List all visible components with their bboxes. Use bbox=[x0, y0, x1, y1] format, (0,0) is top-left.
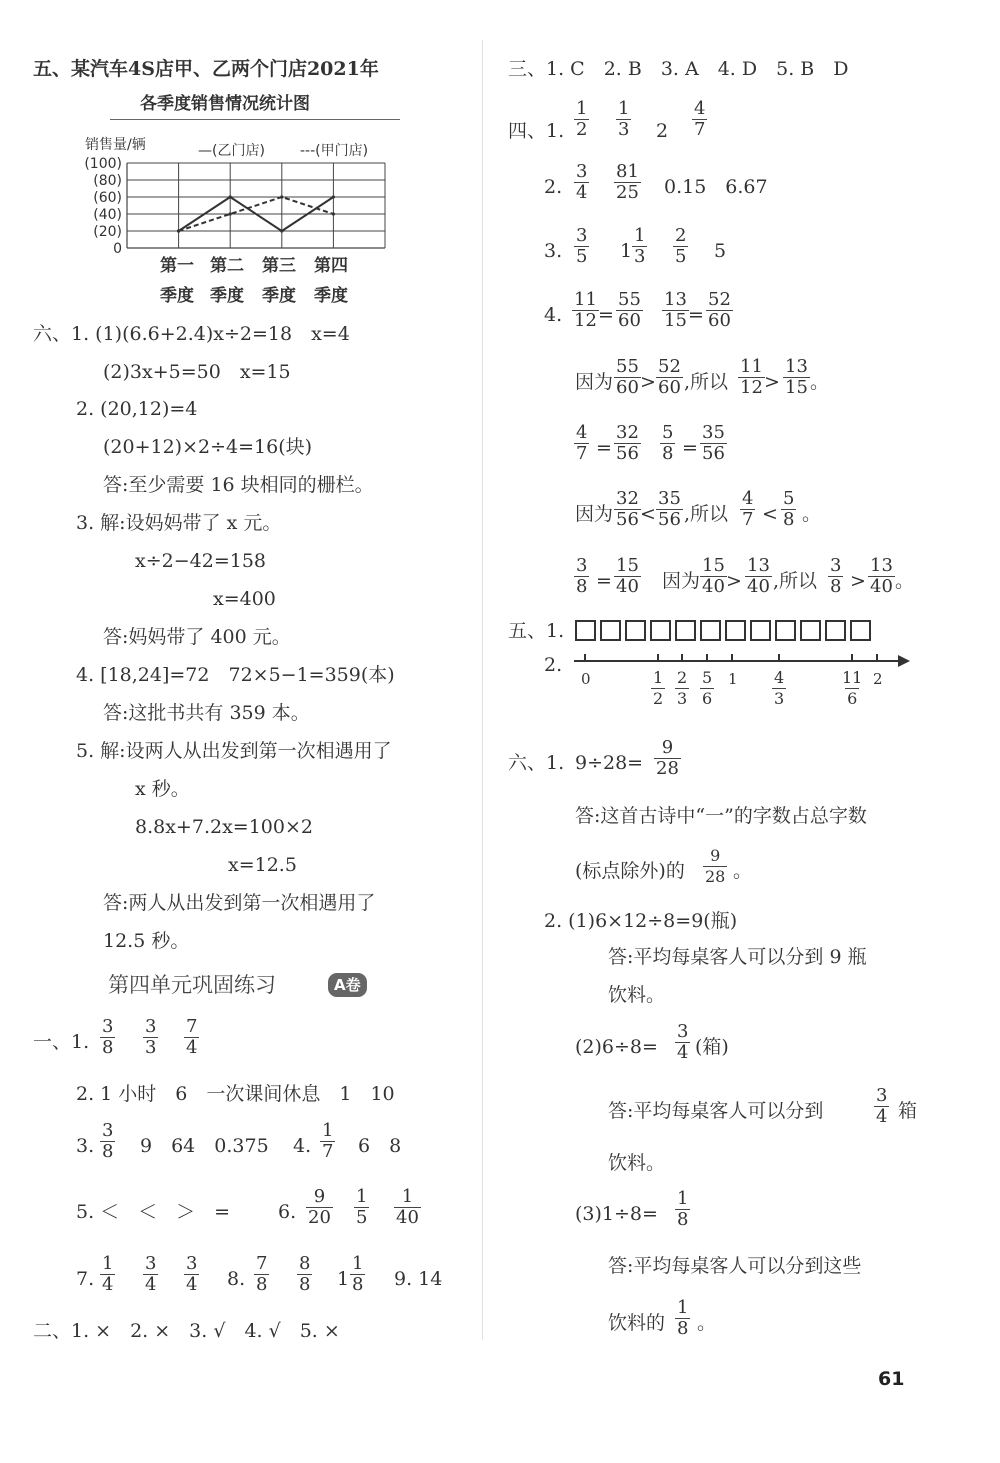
r4-3-frac-2: 1 3 bbox=[634, 225, 646, 267]
r6-2-answer2-tail: 箱 bbox=[898, 1100, 918, 1122]
period: 。 bbox=[810, 371, 830, 393]
frac-1-8: 1 8 bbox=[677, 1297, 689, 1339]
eq: = bbox=[682, 437, 698, 459]
r4-1-label: 四、1. bbox=[508, 120, 565, 142]
frac-15-40: 15 40 bbox=[702, 555, 725, 597]
quarter-sub-4: 季度 bbox=[314, 286, 348, 306]
r4-1-mid: 2 bbox=[656, 120, 669, 142]
u2: 二、1. × 2. × 3. √ 4. √ 5. × bbox=[33, 1320, 340, 1342]
s6-q5-line3: 8.8x+7.2x=100×2 bbox=[135, 816, 313, 838]
s6-q5-line4: x=12.5 bbox=[228, 854, 297, 876]
r6-2-line2: (2)6÷8= bbox=[575, 1036, 658, 1058]
frac-32-56: 32 56 bbox=[616, 488, 639, 530]
frac-35-56: 35 56 bbox=[702, 422, 725, 464]
lt: < bbox=[762, 503, 778, 525]
data-point-s1-2 bbox=[229, 195, 232, 198]
numline-label-1: 1 bbox=[728, 670, 738, 688]
quarter-label-1: 第一 bbox=[160, 256, 194, 276]
r4-2-frac-2: 81 25 bbox=[616, 161, 639, 203]
frac-9-28: 9 28 bbox=[705, 846, 726, 886]
u1-4-frac: 1 7 bbox=[322, 1120, 334, 1162]
r5-label: 五、1. bbox=[508, 620, 565, 642]
s6-q2-line2: (20+12)×2÷4=16(块) bbox=[103, 436, 313, 458]
answer-square bbox=[750, 620, 771, 641]
legend-yi: —(乙门店) bbox=[198, 143, 265, 159]
r6-1-answer-1: 答:这首古诗中“一”的字数占总字数 bbox=[575, 805, 867, 827]
u1-8-frac-2: 8 8 bbox=[299, 1253, 311, 1295]
u1-frac-1: 3 8 bbox=[102, 1016, 114, 1058]
gt: > bbox=[640, 371, 656, 393]
r4-3-frac-1: 3 5 bbox=[576, 225, 588, 267]
gt: > bbox=[726, 570, 742, 592]
data-point-s2-4 bbox=[332, 212, 335, 215]
u1-9: 9. 14 bbox=[394, 1268, 443, 1290]
u1-label: 一、1. bbox=[33, 1031, 90, 1053]
r4-4-label: 4. bbox=[544, 304, 563, 326]
quarter-label-4: 第四 bbox=[314, 256, 348, 276]
s6-q2-line1: 2. (20,12)=4 bbox=[76, 398, 198, 420]
frac-1-8: 1 8 bbox=[677, 1188, 689, 1230]
data-point-s2-1 bbox=[177, 229, 180, 232]
quarter-sub-1: 季度 bbox=[160, 286, 194, 306]
frac-3-4: 3 4 bbox=[876, 1085, 888, 1127]
u1-2: 2. 1 小时 6 一次课间休息 1 10 bbox=[76, 1083, 395, 1105]
frac-4-7: 4 7 bbox=[742, 488, 754, 530]
r6-2-answer3: 答:平均每桌客人可以分到这些 bbox=[608, 1255, 862, 1277]
answer-square bbox=[650, 620, 671, 641]
answer-square bbox=[675, 620, 696, 641]
u1-8-whole: 1 bbox=[337, 1268, 350, 1290]
quarter-sub-2: 季度 bbox=[210, 286, 244, 306]
frac-55-60: 55 60 bbox=[616, 356, 639, 398]
r6-2-answer1-cont: 饮料。 bbox=[608, 984, 666, 1006]
frac-13-15: 13 15 bbox=[785, 356, 808, 398]
u1-6-frac-1: 9 20 bbox=[308, 1186, 331, 1228]
eq: = bbox=[598, 304, 614, 326]
so-3: ,所以 bbox=[773, 570, 818, 592]
quarter-label-3: 第三 bbox=[262, 256, 296, 276]
unit-title: 第四单元巩固练习 bbox=[108, 973, 276, 997]
frac-32-56: 32 56 bbox=[616, 422, 639, 464]
frac-11-12: 11 12 bbox=[574, 289, 597, 331]
s6-q4-line1: 4. [18,24]=72 72×5−1=359(本) bbox=[76, 664, 395, 686]
so-1: ,所以 bbox=[684, 371, 729, 393]
numline-frac-5-6: 5 6 bbox=[702, 668, 713, 708]
y-tick-label-80: (80) bbox=[93, 173, 122, 189]
r6-1-label: 六、1. bbox=[508, 752, 565, 774]
frac-3-8: 3 8 bbox=[830, 555, 842, 597]
data-point-s1-4 bbox=[332, 195, 335, 198]
r3: 三、1. C 2. B 3. A 4. D 5. B D bbox=[508, 58, 849, 80]
answer-square bbox=[700, 620, 721, 641]
lt: < bbox=[640, 503, 656, 525]
period: 。 bbox=[802, 503, 822, 525]
r4-2-label: 2. bbox=[544, 176, 563, 198]
quarter-label-2: 第二 bbox=[210, 256, 244, 276]
r4-1-frac-1: 1 2 bbox=[576, 98, 588, 140]
because-2: 因为 bbox=[575, 503, 614, 525]
r6-2-answer3-cont: 饮料的 bbox=[608, 1312, 666, 1334]
r6-2-line2-unit: (箱) bbox=[695, 1036, 729, 1058]
u1-7-frac-3: 3 4 bbox=[186, 1253, 198, 1295]
period: 。 bbox=[895, 570, 915, 592]
unit-badge: A卷 bbox=[328, 973, 367, 997]
data-point-s2-3 bbox=[280, 195, 283, 198]
frac-4-7: 4 7 bbox=[576, 422, 588, 464]
r6-1-answer-2: (标点除外)的 bbox=[575, 860, 685, 882]
answer-square bbox=[600, 620, 621, 641]
r4-3-frac-3: 2 5 bbox=[675, 225, 687, 267]
r4-3-label: 3. bbox=[544, 240, 563, 262]
s6-q3-answer: 答:妈妈带了 400 元。 bbox=[103, 626, 291, 648]
frac-13-40: 13 40 bbox=[870, 555, 893, 597]
gt: > bbox=[764, 371, 780, 393]
chart-title: 各季度销售情况统计图 bbox=[140, 94, 310, 114]
r6-2-answer2: 答:平均每桌客人可以分到 bbox=[608, 1100, 824, 1122]
frac-15-40: 15 40 bbox=[616, 555, 639, 597]
answer-square bbox=[825, 620, 846, 641]
answer-square bbox=[800, 620, 821, 641]
u1-frac-2: 3 3 bbox=[145, 1016, 157, 1058]
frac-35-56: 35 56 bbox=[658, 488, 681, 530]
u1-6-frac-2: 1 5 bbox=[356, 1186, 368, 1228]
number-line-arrow bbox=[898, 655, 910, 667]
y-tick-label-0: 0 bbox=[113, 241, 122, 257]
quarter-sub-3: 季度 bbox=[262, 286, 296, 306]
u1-8-frac-3: 1 8 bbox=[352, 1253, 364, 1295]
u1-6-label: 6. bbox=[278, 1201, 297, 1223]
r6-2-answer1: 答:平均每桌客人可以分到 9 瓶 bbox=[608, 946, 867, 968]
r6-2-line3: (3)1÷8= bbox=[575, 1203, 658, 1225]
frac-52-60: 52 60 bbox=[658, 356, 681, 398]
u1-6-frac-3: 1 40 bbox=[396, 1186, 419, 1228]
frac-55-60: 55 60 bbox=[618, 289, 641, 331]
r6-1-expr: 9÷28= bbox=[575, 752, 644, 774]
u1-5: 5. ＜ ＜ ＞ = bbox=[76, 1201, 231, 1223]
u1-3-label: 3. bbox=[76, 1135, 95, 1157]
u1-7-frac-1: 1 4 bbox=[102, 1253, 114, 1295]
numline-frac-4-3: 4 3 bbox=[774, 668, 785, 708]
r4-2-vals: 0.15 6.67 bbox=[664, 176, 768, 198]
gt: > bbox=[850, 570, 866, 592]
period: 。 bbox=[733, 860, 753, 882]
u1-3-vals: 9 64 0.375 bbox=[140, 1135, 269, 1157]
u1-4-vals: 6 8 bbox=[358, 1135, 402, 1157]
u1-4-label: 4. bbox=[293, 1135, 312, 1157]
frac-9-28: 9 28 bbox=[656, 737, 679, 779]
s6-q5-answer-cont: 12.5 秒。 bbox=[103, 930, 190, 952]
chart-ylabel: 销售量/辆 bbox=[85, 137, 146, 153]
because-3: 因为 bbox=[662, 570, 701, 592]
eq: = bbox=[688, 304, 704, 326]
s6-q3-line3: x=400 bbox=[213, 588, 276, 610]
numline-frac-1-2: 1 2 bbox=[653, 668, 664, 708]
y-tick-label-20: (20) bbox=[93, 224, 122, 240]
y-tick-label-100: (100) bbox=[84, 156, 122, 172]
r4-3-whole: 1 bbox=[620, 240, 633, 262]
frac-3-8: 3 8 bbox=[576, 555, 588, 597]
column-divider bbox=[482, 40, 483, 1340]
u1-8-label: 8. bbox=[227, 1268, 246, 1290]
r6-2-answer2-cont: 饮料。 bbox=[608, 1152, 666, 1174]
r6-2-line1: 2. (1)6×12÷8=9(瓶) bbox=[544, 910, 738, 932]
frac-3-4: 3 4 bbox=[677, 1021, 689, 1063]
r4-2-frac-1: 3 4 bbox=[576, 161, 588, 203]
u1-frac-3: 7 4 bbox=[186, 1016, 198, 1058]
because-1: 因为 bbox=[575, 371, 614, 393]
s6-q1-line2: (2)3x+5=50 x=15 bbox=[103, 361, 291, 383]
answer-square bbox=[850, 620, 871, 641]
frac-52-60: 52 60 bbox=[708, 289, 731, 331]
u1-3-frac: 3 8 bbox=[102, 1120, 114, 1162]
eq: = bbox=[596, 437, 612, 459]
answer-square bbox=[575, 620, 596, 641]
u1-7-label: 7. bbox=[76, 1268, 95, 1290]
numline-label-0: 0 bbox=[581, 670, 591, 688]
r5-2-label: 2. bbox=[544, 654, 563, 676]
frac-11-12: 11 12 bbox=[740, 356, 763, 398]
r4-1-frac-2: 1 3 bbox=[618, 98, 630, 140]
r4-3-last: 5 bbox=[714, 240, 727, 262]
s6-q3-line1: 3. 解:设妈妈带了 x 元。 bbox=[76, 512, 282, 534]
section5-heading: 五、某汽车4S店甲、乙两个门店2021年 bbox=[33, 58, 379, 80]
u1-8-frac-1: 7 8 bbox=[256, 1253, 268, 1295]
s6-q5-answer: 答:两人从出发到第一次相遇用了 bbox=[103, 892, 376, 914]
page-number: 61 bbox=[878, 1368, 905, 1390]
answer-square bbox=[625, 620, 646, 641]
frac-5-8: 5 8 bbox=[662, 422, 674, 464]
s6-q5-line2: x 秒。 bbox=[135, 778, 190, 800]
sales-line-chart bbox=[80, 125, 410, 310]
u1-7-frac-2: 3 4 bbox=[145, 1253, 157, 1295]
frac-5-8: 5 8 bbox=[783, 488, 795, 530]
eq: = bbox=[596, 570, 612, 592]
legend-jia: ---(甲门店) bbox=[300, 143, 369, 159]
s6-q5-line1: 5. 解:设两人从出发到第一次相遇用了 bbox=[76, 740, 392, 762]
numline-frac-11-6: 11 6 bbox=[842, 668, 863, 708]
s6-q1-line1: 六、1. (1)(6.6+2.4)x÷2=18 x=4 bbox=[33, 323, 350, 345]
y-tick-label-60: (60) bbox=[93, 190, 122, 206]
y-tick-label-40: (40) bbox=[93, 207, 122, 223]
s6-q2-answer: 答:至少需要 16 块相同的栅栏。 bbox=[103, 474, 374, 496]
frac-13-15: 13 15 bbox=[664, 289, 687, 331]
period: 。 bbox=[697, 1312, 717, 1334]
s6-q3-line2: x÷2−42=158 bbox=[135, 550, 267, 572]
data-point-s2-2 bbox=[229, 212, 232, 215]
so-2: ,所以 bbox=[684, 503, 729, 525]
r4-1-frac-3: 4 7 bbox=[694, 98, 706, 140]
chart-title-rule bbox=[110, 119, 400, 120]
s6-q4-answer: 答:这批书共有 359 本。 bbox=[103, 702, 310, 724]
numline-frac-2-3: 2 3 bbox=[677, 668, 688, 708]
answer-square bbox=[725, 620, 746, 641]
answer-square bbox=[775, 620, 796, 641]
numline-label-2: 2 bbox=[873, 670, 883, 688]
data-point-s1-3 bbox=[280, 229, 283, 232]
frac-13-40: 13 40 bbox=[747, 555, 770, 597]
